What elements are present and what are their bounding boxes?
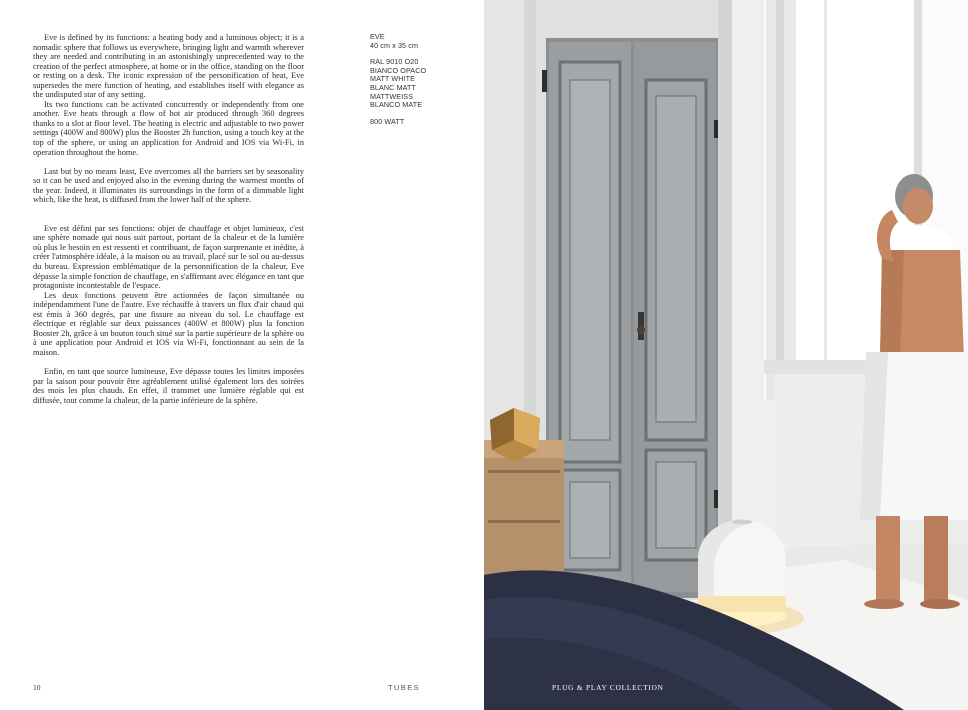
product-power: 800 WATT <box>370 116 405 126</box>
spec-column <box>370 33 470 126</box>
colour-name: MATT WHITE <box>370 74 416 84</box>
product-size: 40 cm x 35 cm <box>370 40 419 50</box>
paragraph-fr-1: Eve est défini par ses fonctions: objet de chauffage et objet lumineux, c'est une sphère nomade qui nous suit partout, portant de la chaleur et de la lumière où plus le besoin en est ressenti et contribuant, de façon surprenante et inédite, à créer l'atmosphère idéale, à la maison ou au travail, placé sur le sol ou au-dessus du bureau. Expression emblématique de la personnification de la chaleur, Eve dépasse la simple fonction de chauffage, en s'affirmant avec élégance en tant que protagoniste incontestable de l'espace. <box>33 223 304 291</box>
colour-name: BLANC MATT <box>370 82 416 92</box>
page-number-left: 10 <box>33 683 41 692</box>
colour-name: BIANCO OPACO <box>370 65 427 75</box>
collection-title: PLUG & PLAY COLLECTION <box>552 683 664 692</box>
paragraph-en-2: Its two functions can be activated concurrently or independently from one another. Eve heats through a flow of hot air produced through 360 degrees thanks to a slot at floor level. The heating is electric and adjustable to two power settings (400W and 800W) plus the Booster 2h function, using a touch key at the top of the sphere, or using an application for Android and IOS via Wi-Fi, in operation throughout the home. <box>33 99 304 157</box>
product-name: EVE <box>370 32 385 41</box>
photo-illustration <box>484 0 968 710</box>
colour-code: RAL 9010 O20 <box>370 57 419 67</box>
paragraph-fr-2: Les deux fonctions peuvent être actionnées de façon simultanée ou indépendamment l'une de l'autre. Eve réchauffe à travers un flux d'air chaud qui est émis à 360 degrés, par une fissure au niveau du sol. Le chauffage est électrique et réglable sur deux puissances (400W et 800W) plus la fonction Booster 2h, grâce à un bouton touch situé sur la partie supérieure de la sphère ou à une application pour Android et IOS via Wi-Fi, fonctionnant au sein de la maison. <box>33 290 304 357</box>
product-photo <box>484 0 968 710</box>
page-number-right: 11 <box>925 683 933 692</box>
paragraph-en-1: Eve is defined by its functions: a heating body and a luminous object; it is a nomadic sphere that follows us everywhere, bringing light and warmth wherever they are needed and contributing in an astonishingly unprecedented way to the creation of the perfect atmosphere, at home or in the office, standing on the floor or resting on a desk. The iconic expression of the personification of heat, Eve supersedes the mere function of heating, and establishes itself with elegance as the undisputed star of any setting. <box>33 33 304 100</box>
brand-logo: TUBES <box>388 683 421 692</box>
colour-name: BLANCO MATE <box>370 100 423 110</box>
body-text-column <box>33 33 304 405</box>
paragraph-en-3: Last but by no means least, Eve overcomes all the barriers set by seasonality so it can be used and enjoyed also in the evening during the warmest months of the year. Indeed, it illuminates its surroundings in the form of a dimmable light which, like the heat, is diffused from the lower half of the sphere. <box>33 166 304 205</box>
paragraph-fr-3: Enfin, en tant que source lumineuse, Eve dépasse toutes les limites imposées par la saison pour pouvoir être agréablement utilisé également lors des soirées des mois les plus chauds. En effet, il transmet une lumière réglable qui est diffusée, tout comme la chaleur, de la partie inférieure de la sphère. <box>33 366 304 405</box>
colour-name: MATTWEISS <box>370 91 414 101</box>
